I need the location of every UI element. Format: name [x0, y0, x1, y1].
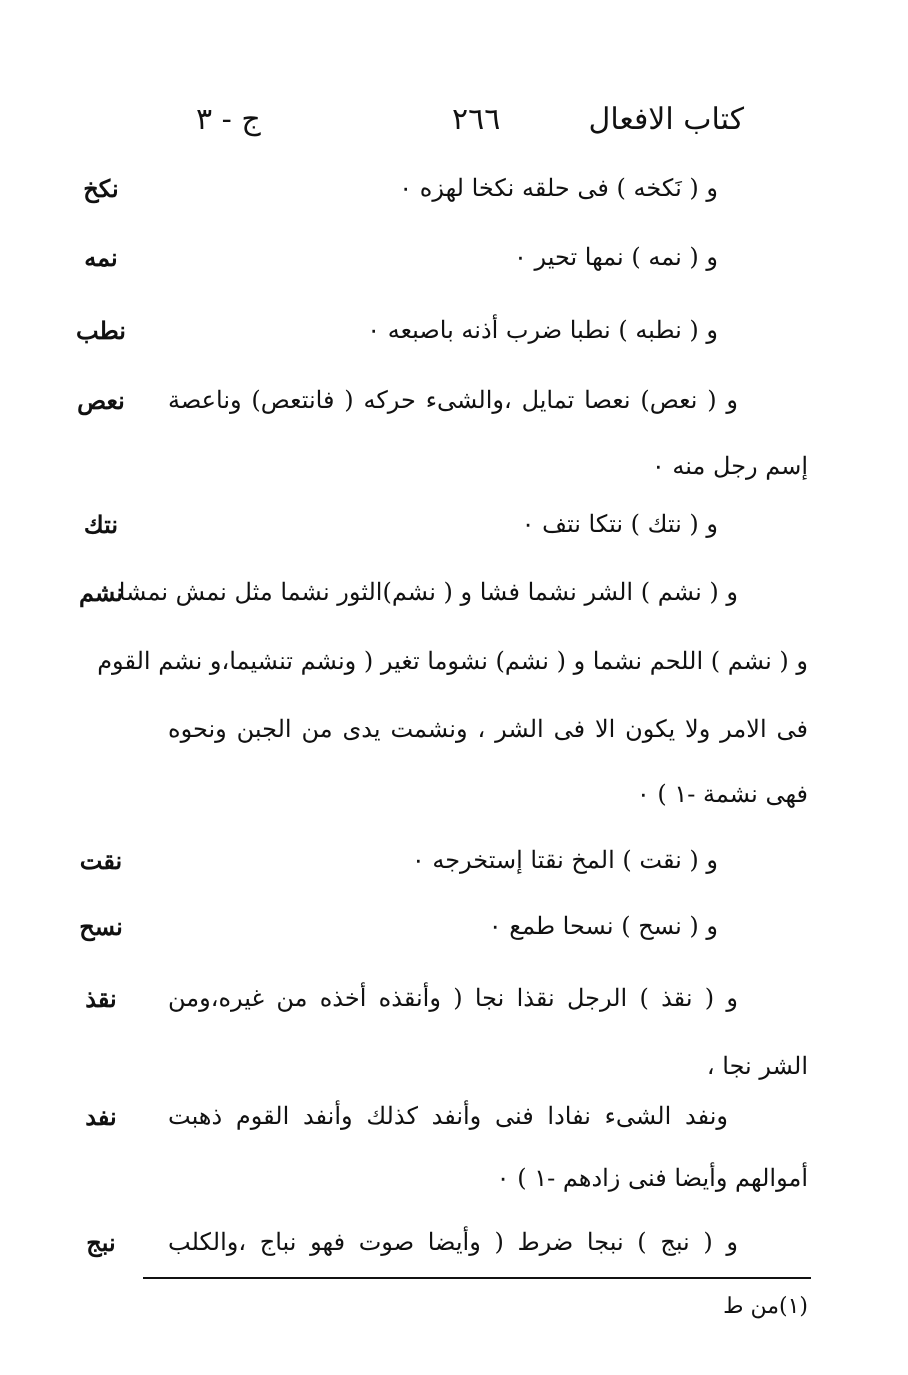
- text-line: أموالهم وأيضا فنى زادهم -١ ) ٠: [496, 1164, 808, 1192]
- text-line: و ( نبج ) نبجا ضرط ( وأيضا صوت فهو نباج ،والكلب: [168, 1228, 738, 1256]
- margin-headword: نمه: [84, 243, 118, 272]
- margin-headword: نتك: [83, 510, 119, 539]
- margin-headword: نطب: [76, 316, 126, 345]
- book-title: كتاب الافعال: [588, 102, 744, 137]
- margin-headword: نبج: [86, 1228, 116, 1257]
- page-number: ٢٦٦: [452, 102, 501, 137]
- text-line: و ( نقت ) المخ نقتا إستخرجه ٠: [411, 846, 718, 874]
- text-line: و ( نَكخه ) فى حلقه نكخا لهزه ٠: [399, 174, 718, 202]
- page-header: [0, 102, 908, 152]
- footnote: (١)من ط: [723, 1294, 808, 1319]
- text-line: و ( نتك ) نتكا نتف ٠: [521, 510, 718, 538]
- text-line: فهى نشمة -١ ) ٠: [636, 780, 808, 808]
- text-line: و ( نقذ ) الرجل نقذا نجا ( وأنقذه أخذه من غيره،ومن: [168, 984, 738, 1012]
- margin-headword: نقذ: [85, 984, 117, 1013]
- text-line: إسم رجل منه ٠: [651, 452, 808, 480]
- margin-headword: نشم: [78, 578, 124, 607]
- margin-headword: نعص: [77, 386, 125, 415]
- margin-headword: نكخ: [83, 174, 119, 203]
- text-line: و ( نطبه ) نطبا ضرب أذنه باصبعه ٠: [367, 316, 718, 344]
- margin-headword: نقت: [79, 846, 123, 875]
- margin-headword: نسح: [79, 912, 123, 941]
- margin-headword: نفد: [85, 1102, 117, 1131]
- volume-label: ج - ٣: [196, 102, 261, 137]
- text-line: و ( نشم ) اللحم نشما و ( نشم) نشوما تغير ( ونشم تنشيما،و نشم القوم: [97, 647, 808, 675]
- text-line: ونفد الشىء نفادا فنى وأنفد كذلك وأنفد القوم ذهبت: [168, 1102, 728, 1130]
- text-line: و ( نعص) نعصا تمايل ،والشىء حركه ( فانتعص) وناعصة: [168, 386, 738, 414]
- text-line: و ( نشم ) الشر نشما فشا و ( نشم)الثور نشما مثل نمش نمشا: [118, 578, 738, 606]
- text-line: الشر نجا ،: [706, 1052, 808, 1080]
- text-line: و ( نمه ) نمها تحير ٠: [514, 243, 718, 271]
- footnote-divider: [143, 1277, 811, 1279]
- text-line: فى الامر ولا يكون الا فى الشر ، ونشمت يدى من الجبن ونحوه: [168, 715, 808, 743]
- text-line: و ( نسح ) نسحا طمع ٠: [488, 912, 718, 940]
